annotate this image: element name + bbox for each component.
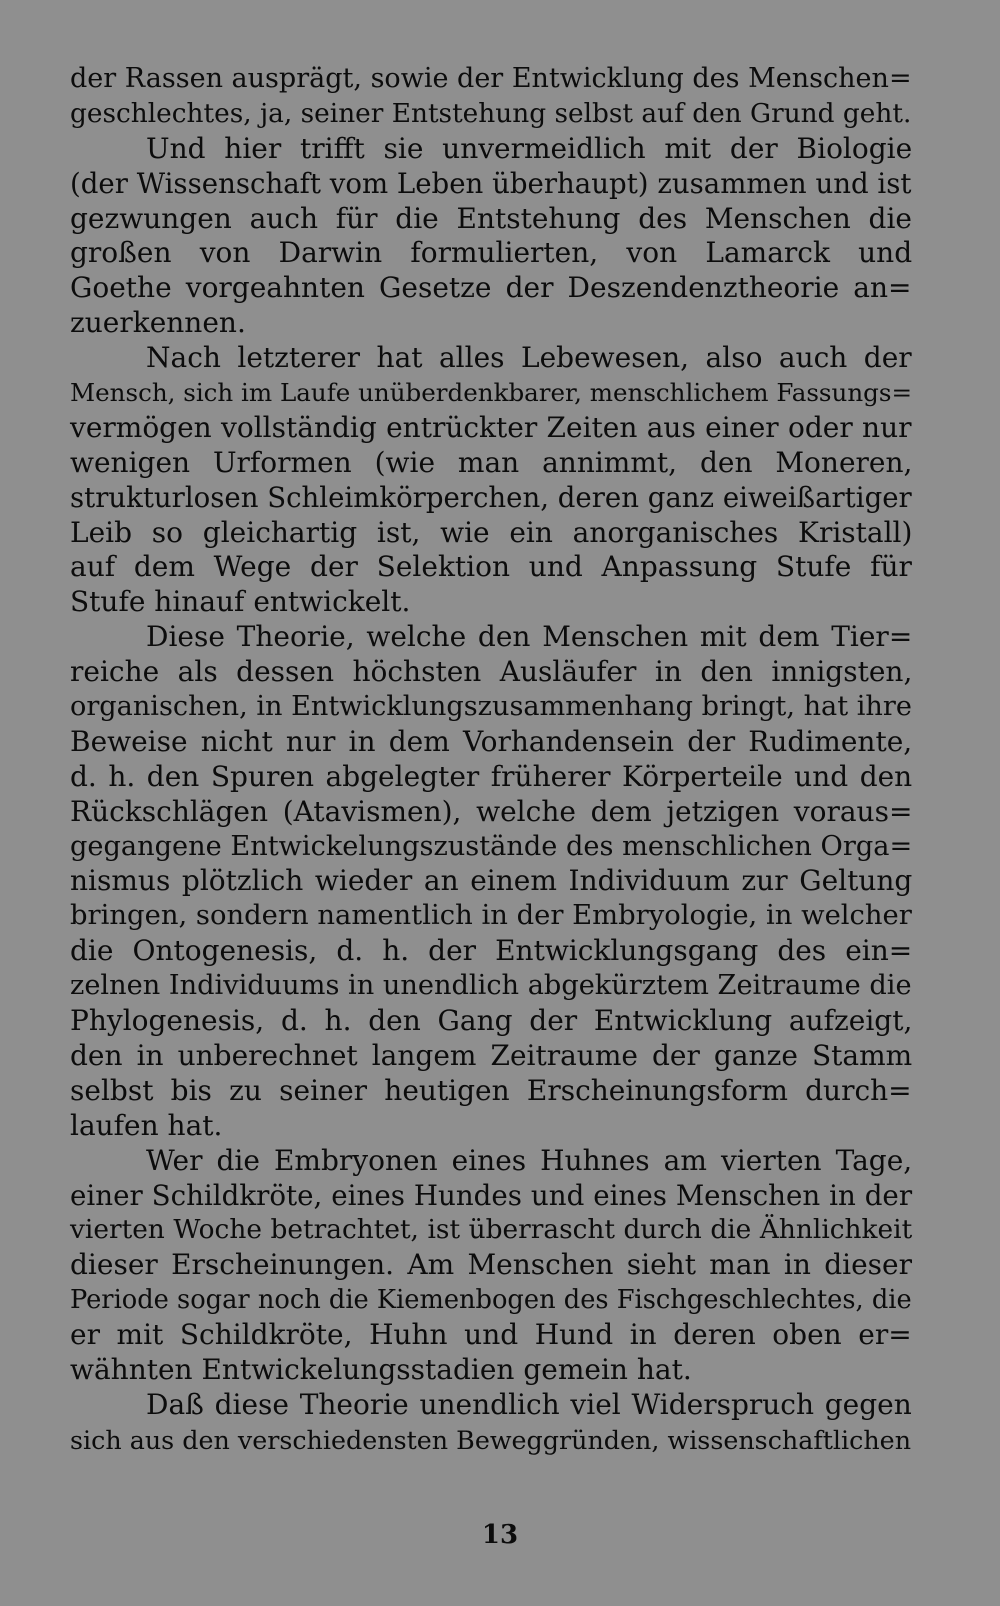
- text-line: er mit Schildkröte, Huhn und Hund in deren oben er=: [70, 1318, 912, 1352]
- text-line: Daß diese Theorie unendlich viel Widerspruch gegen: [146, 1387, 912, 1421]
- page-number: 13: [481, 1520, 519, 1550]
- paragraph: [70, 132, 912, 341]
- text-line: strukturlosen Schleimkörperchen, deren ganz eiweißartiger: [70, 480, 912, 514]
- text-line: auf dem Wege der Selektion und Anpassung Stufe für: [70, 550, 912, 584]
- text-line: vermögen vollständig entrückter Zeiten aus einer oder nur: [70, 410, 912, 444]
- text-line: dieser Erscheinungen. Am Menschen sieht man in dieser: [70, 1248, 912, 1282]
- text-line: d. h. den Spuren abgelegter früherer Körperteile und den: [70, 759, 913, 793]
- text-line: gegangene Entwickelungszustände des menschlichen Orga=: [70, 830, 913, 862]
- text-line: wähnten Entwickelungsstadien gemein hat.: [70, 1352, 692, 1386]
- text-line: der Rassen ausprägt, sowie der Entwicklung des Menschen=: [70, 63, 912, 94]
- text-line: Phylogenesis, d. h. den Gang der Entwicklung aufzeigt,: [70, 1004, 913, 1038]
- text-line: Stufe hinauf entwickelt.: [70, 585, 411, 619]
- text-line: selbst bis zu seiner heutigen Erscheinungsform durch=: [70, 1073, 912, 1107]
- text-line: Diese Theorie, welche den Menschen mit dem Tier=: [146, 620, 913, 654]
- text-line: Und hier trifft sie unvermeidlich mit der Biologie: [146, 131, 913, 165]
- text-line: wenigen Urformen (wie man annimmt, den Moneren,: [70, 445, 913, 479]
- paragraph: [70, 1388, 912, 1458]
- text-line: den in unberechnet langem Zeitraume der ganze Stamm: [70, 1038, 913, 1072]
- text-line: Wer die Embryonen eines Huhnes am vierten Tage,: [146, 1143, 913, 1177]
- text-line: großen von Darwin formulierten, von Lamarck und: [70, 236, 913, 270]
- body-text: [70, 62, 912, 1458]
- text-line: bringen, sondern namentlich in der Embryologie, in welcher: [70, 900, 912, 932]
- text-line: Rückschlägen (Atavismen), welche dem jetzigen voraus=: [70, 794, 913, 828]
- text-line: zelnen Individuums in unendlich abgekürztem Zeitraume die: [70, 970, 912, 1002]
- text-line: (der Wissenschaft vom Leben überhaupt) zusammen und ist: [70, 166, 912, 200]
- paragraph: [70, 62, 912, 132]
- text-line: sich aus den verschiedensten Beweggründen, wissenschaftlichen: [70, 1424, 912, 1455]
- text-line: laufen hat.: [70, 1108, 223, 1142]
- text-line: reiche als dessen höchsten Ausläufer in den innigsten,: [70, 655, 913, 689]
- text-line: Mensch, sich im Laufe unüberdenkbarer, menschlichem Fassungs=: [70, 378, 913, 408]
- paragraph: [70, 341, 912, 620]
- text-line: zuerkennen.: [70, 306, 246, 340]
- text-line: Goethe vorgeahnten Gesetze der Deszendenztheorie an=: [70, 271, 912, 305]
- text-line: geschlechtes, ja, seiner Entstehung selbst auf den Grund geht.: [70, 98, 912, 129]
- text-line: organischen, in Entwicklungszusammenhang bringt, hat ihre: [70, 691, 912, 723]
- text-line: vierten Woche betrachtet, ist überrascht durch die Ähnlichkeit: [70, 1214, 913, 1246]
- text-line: einer Schildkröte, eines Hundes und eines Menschen in der: [70, 1178, 913, 1212]
- text-line: Beweise nicht nur in dem Vorhandensein der Rudimente,: [70, 724, 913, 758]
- paragraph: [70, 1144, 912, 1388]
- text-line: Nach letzterer hat alles Lebewesen, also auch der: [146, 341, 912, 375]
- text-line: Leib so gleichartig ist, wie ein anorganisches Kristall): [70, 515, 913, 549]
- text-line: Periode sogar noch die Kiemenbogen des Fischgeschlechtes, die: [70, 1285, 912, 1316]
- text-line: gezwungen auch für die Entstehung des Menschen die: [70, 201, 912, 235]
- text-line: nismus plötzlich wieder an einem Individuum zur Geltung: [70, 864, 913, 898]
- text-line: die Ontogenesis, d. h. der Entwicklungsgang des ein=: [70, 934, 913, 968]
- paragraph: [70, 620, 912, 1143]
